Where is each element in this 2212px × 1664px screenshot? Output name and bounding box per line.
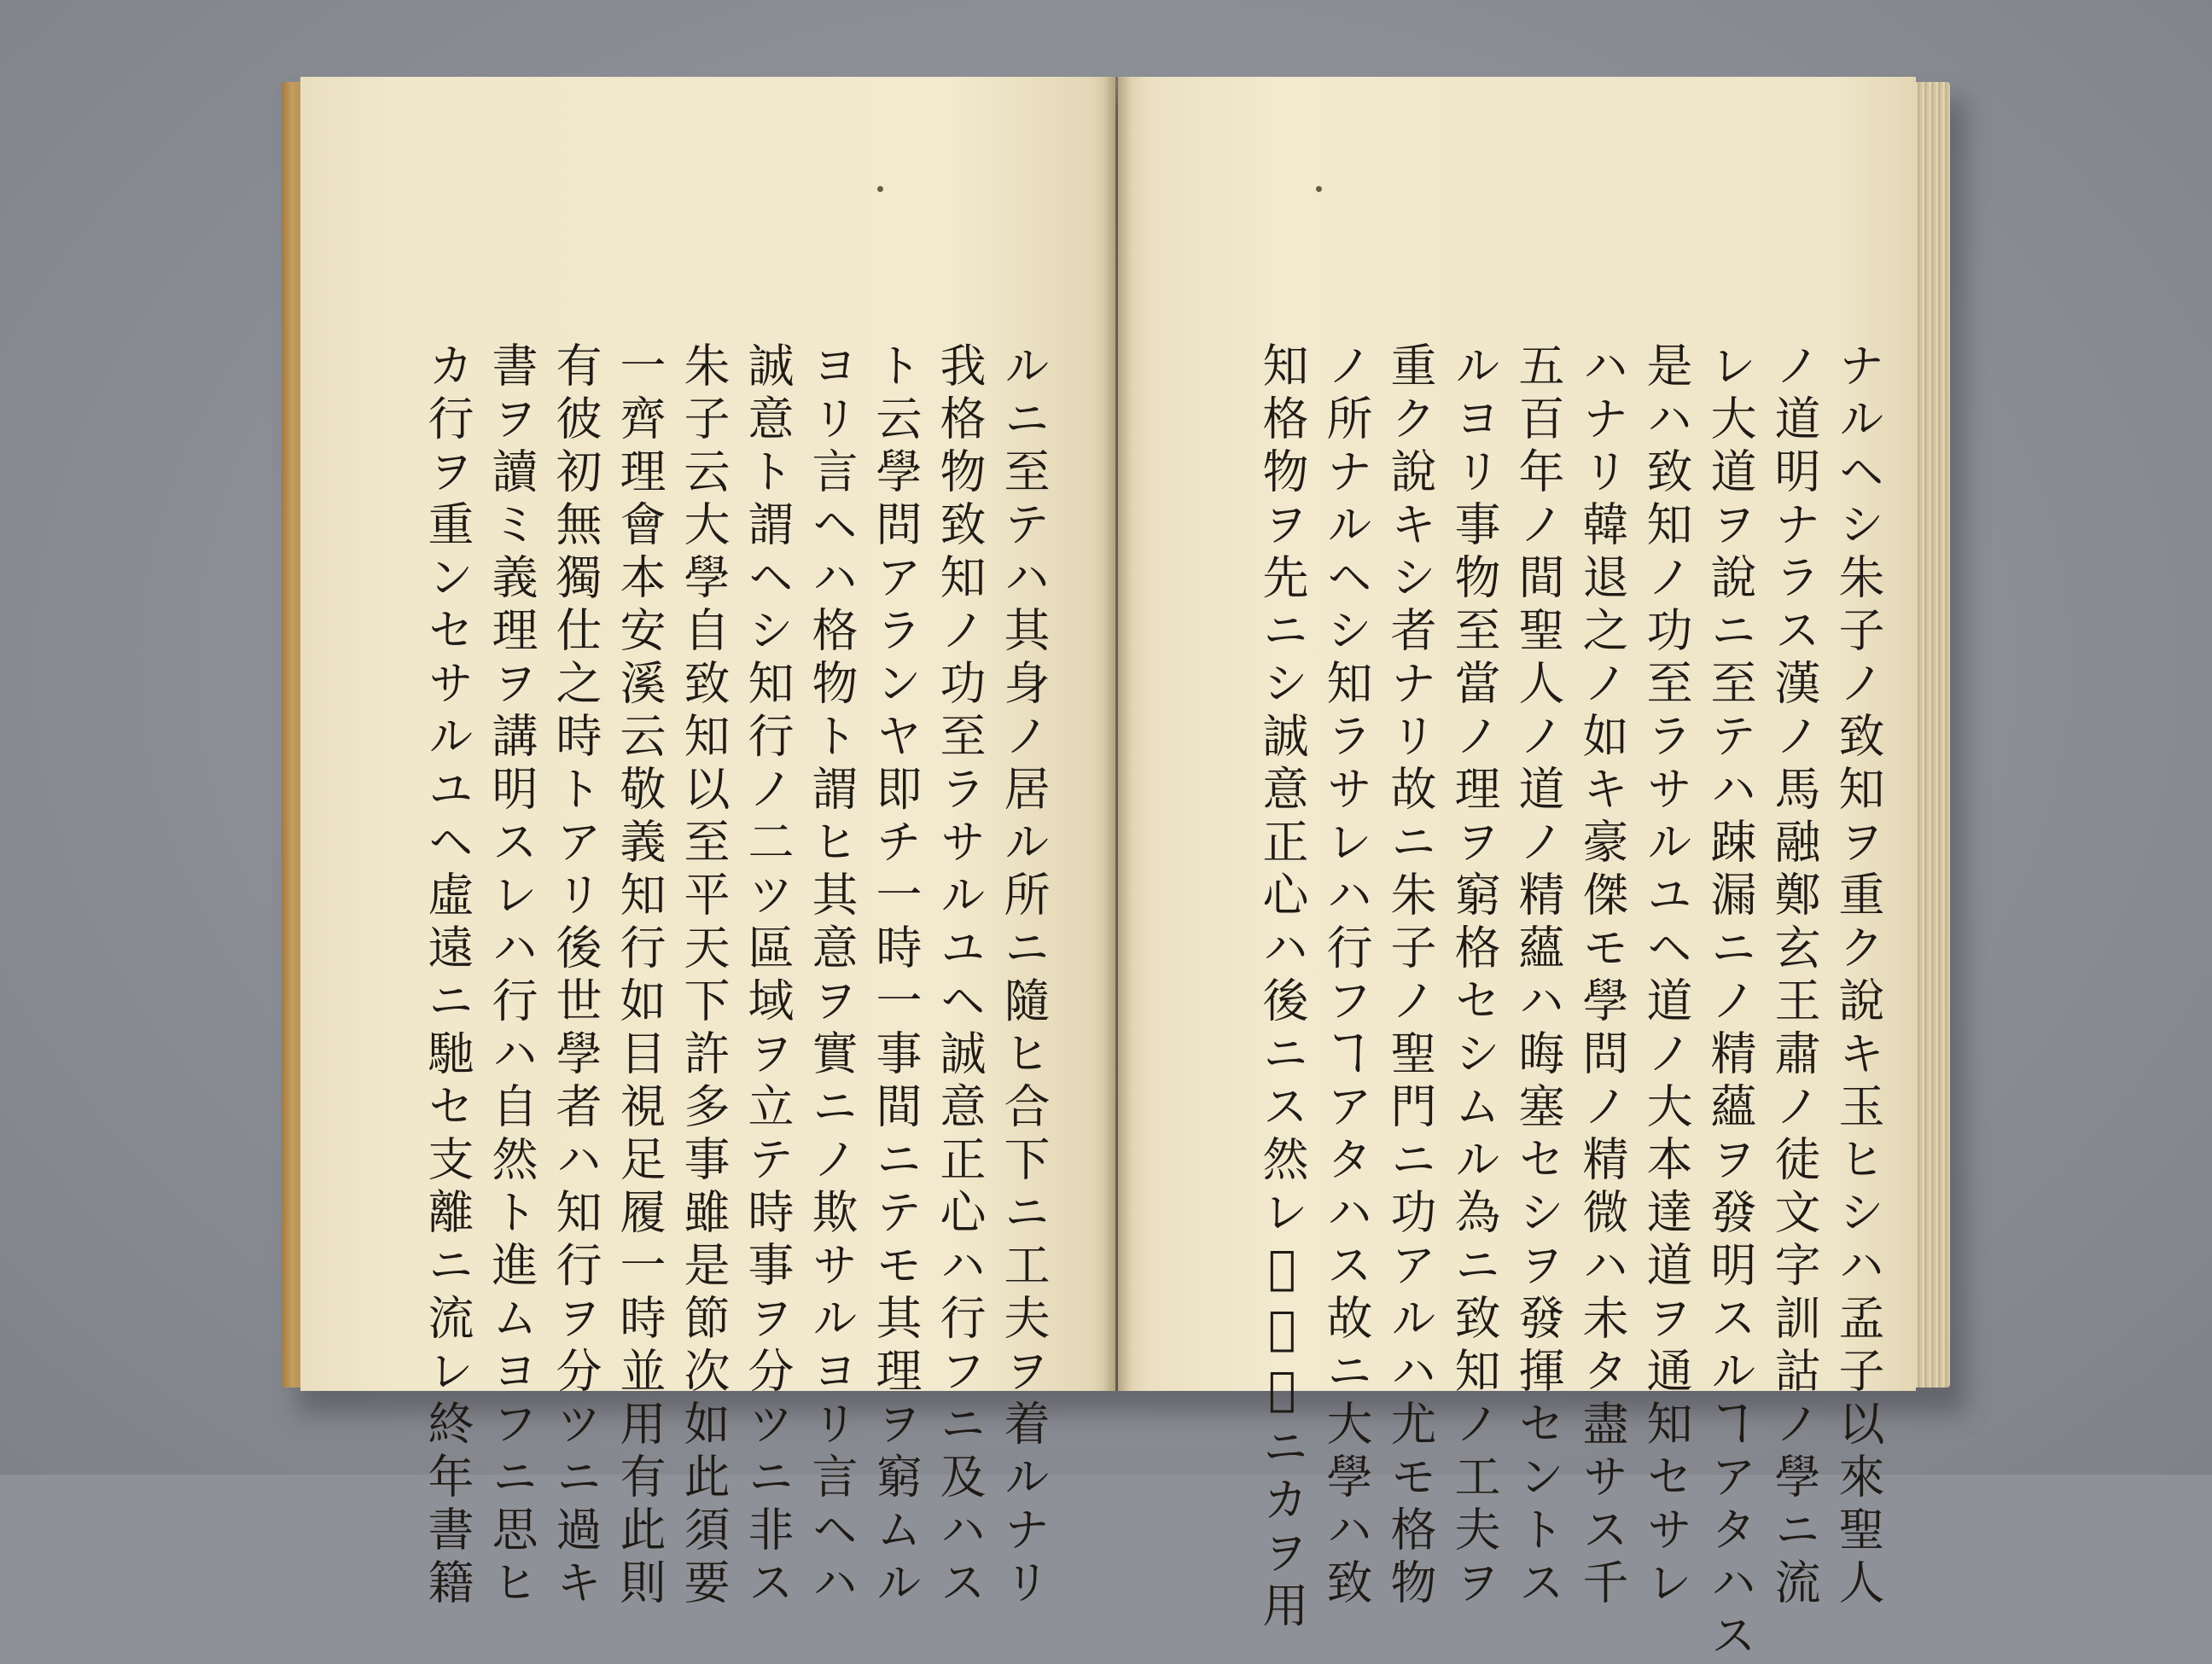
text-column: ナルヘシ朱子ノ致知ヲ重ク說キ玉ヒシハ孟子以來聖人 bbox=[1831, 341, 1885, 1611]
text-column: 是ハ致知ノ功至ラサルユヘ道ノ大本達道ヲ通知セサレ bbox=[1639, 341, 1693, 1611]
binding-hole bbox=[1316, 186, 1322, 192]
text-column: 我格物致知ノ功至ラサルユヘ誠意正心ハ行フニ及ハス bbox=[933, 341, 987, 1611]
binding-hole bbox=[877, 186, 883, 192]
text-column: ヨリ言ヘハ格物ト謂ヒ其意ヲ實ニノ欺サルヨリ言ヘハ bbox=[805, 341, 859, 1611]
text-column: 朱子云大學自致知以至平天下許多事雖是節次如此須要 bbox=[677, 341, 731, 1611]
right-page bbox=[1118, 77, 1916, 1664]
text-column: ノ道明ナラス漢ノ馬融鄭玄王肅ノ徒文字訓詁ノ學ニ流 bbox=[1767, 341, 1821, 1611]
book-gutter bbox=[1103, 77, 1132, 1391]
text-column: 知格物ヲ先ニシ誠意正心ハ後ニス然レ𪜈實地ニカヲ用 bbox=[1255, 341, 1309, 1634]
left-page bbox=[300, 77, 1115, 1611]
text-column: 五百年ノ間聖人ノ道ノ精蘊ハ晦塞セシヲ發揮セントス bbox=[1511, 341, 1565, 1611]
text-column: ノ所ナルヘシ知ラサレハ行フヿアタハス故ニ大學ハ致 bbox=[1319, 341, 1373, 1611]
text-column: ハナリ韓退之ノ如キ豪傑モ學問ノ精微ハ未タ盡サス千 bbox=[1575, 341, 1629, 1611]
text-column: カ行ヲ重ンセサルユヘ虛遠ニ馳セ支離ニ流レ終年書籍 bbox=[421, 341, 474, 1611]
page-edges-right bbox=[1914, 82, 1950, 1388]
open-book bbox=[282, 77, 1950, 1664]
text-column: 重ク說キシ者ナリ故ニ朱子ノ聖門ニ功アルハ尤モ格物 bbox=[1383, 341, 1437, 1611]
text-column: レ大道ヲ說ニ至テハ踈漏ニノ精蘊ヲ發明スルヿアタハス bbox=[1703, 341, 1757, 1664]
text-column: ト云學問アランヤ即チ一時一事間ニテモ其理ヲ窮ムル bbox=[869, 341, 923, 1611]
text-column: 書ヲ讀ミ義理ヲ講明スレハ行ハ自然ト進ムヨフニ思ヒ bbox=[485, 341, 538, 1611]
text-column: 有彼初無獨仕之時トアリ後世學者ハ知行ヲ分ツニ過キ bbox=[549, 341, 602, 1611]
text-column: ルヨリ事物至當ノ理ヲ窮格セシムル為ニ致知ノ工夫ヲ bbox=[1447, 341, 1501, 1611]
text-column: 誠意ト謂ヘシ知行ノ二ツ區域ヲ立テ時事ヲ分ツニ非ス bbox=[741, 341, 795, 1611]
text-column: ルニ至テハ其身ノ居ル所ニ隨ヒ合下ニ工夫ヲ着ルナリ bbox=[997, 341, 1051, 1611]
text-column: 一齊理會本安溪云敬義知行如目視足履一時並用有此則 bbox=[613, 341, 667, 1611]
